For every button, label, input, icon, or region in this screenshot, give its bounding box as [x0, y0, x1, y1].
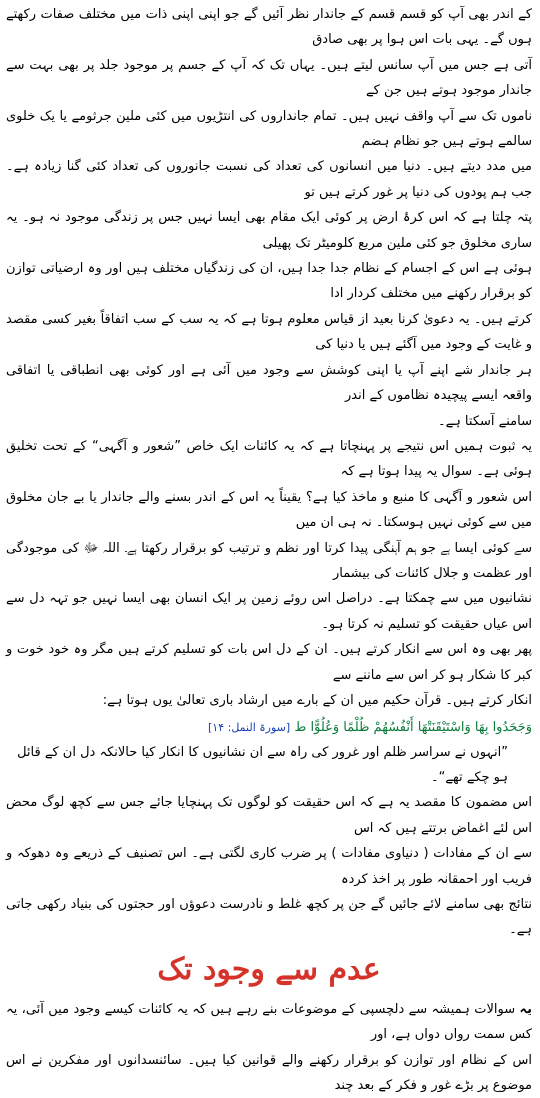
text-line: سامنے آسکتا ہے۔ — [437, 413, 532, 429]
text-line — [6, 997, 532, 1048]
text-line: یہ ثبوت ہمیں اس نتیجے پر پہنچاتا ہے کہ یہ کائنات ایک خاص ”شعور و آگہی“ کے تحت تخلیق ہوئی ہے۔ سوال یہ پیدا ہوتا ہے کہ — [6, 438, 532, 480]
text-line: ناموں تک سے آپ واقف نہیں ہیں۔ تمام جانداروں کی انتڑیوں میں کئی ملین جرثومے یا یک خلوی سالمے ہوتے ہیں جو نظام ہضم — [6, 108, 532, 150]
text-line: نتائج بھی سامنے لائے جائیں گے جن پر کچھ غلط و نادرست دعوؤں اور حجتوں کی بنیاد رکھی جاتی ہے۔ — [6, 897, 532, 938]
text-line: نشانیوں میں سے چمکتا ہے۔ دراصل اس روئے زمین پر ایک انسان بھی ایسا نہیں جو تہہ دل سے اس عیاں حقیقت کو تسلیم نہ کرتا ہو۔ — [6, 591, 532, 632]
text-line: ہوئی ہے اس کے اجسام کے نظام جدا جدا ہیں، ان کی زندگیاں مختلف ہیں اور وہ ارضیاتی توازن کو برقرار رکھنے میں مختلف کردار ادا — [6, 261, 532, 302]
verse-arabic-text: وَجَحَدُوا بِهَا وَاسْتَيْقَنَتْهَا أَنْفُسُهُمْ ظُلْمًا وَعُلُوًّا ط — [294, 720, 532, 736]
verse-reference: [سورۃ النمل: ۱۴] — [208, 721, 291, 735]
verse-translation: ”انہوں نے سراسر ظلم اور غرور کی راہ سے ان نشانیوں کا انکار کیا حالانکہ دل ان کے قائل ہو چکے تھے“۔ — [17, 745, 508, 786]
text-line: ہر جاندار شے اپنے آپ یا اپنی کوشش سے وجود میں آئی ہے اور کوئی بھی انطباقی یا اتفاقی واقعہ ایسے پیچیدہ نظاموں کے اندر — [6, 362, 532, 404]
text-line: کے اندر بھی آپ کو قسم قسم کے جاندار نظر آئیں گے جو اپنی اپنی ذات میں مختلف صفات رکھتے ہوں گے۔ یہی بات اس ہوا پر بھی صادق — [6, 7, 532, 48]
quran-verse — [6, 715, 532, 740]
paragraph-2 — [6, 434, 532, 713]
paragraph-1 — [6, 2, 532, 434]
text-line: پھر بھی وہ اس سے انکار کرتے ہیں۔ ان کے دل اس بات کو تسلیم کرتے ہیں مگر وہ خود خوت و کبر کا شکار ہو کر اس سے ماننے سے — [6, 642, 532, 683]
text-line: آتی ہے جس میں آپ سانس لیتے ہیں۔ یہاں تک کہ آپ کے جسم پر موجود جلد پر بھی بہت سے جاندار موجود ہوتے ہیں جن کے — [6, 57, 532, 99]
text-line: اس شعور و آگہی کا منبع و ماخذ کیا ہے؟ یقیناً یہ اس کے اندر بسنے والے جاندار یا بے جان مخلوق میں سے کوئی نہیں ہوسکتا۔ نہ ہی ان میں — [6, 489, 532, 531]
text-line: سے ان کے مفادات ( دنیاوی مفادات ) پر ضرب کاری لگتی ہے۔ اس تصنیف کے ذریعے وہ دھوکہ و فریب اور احمقانہ طور پر اخذ کردہ — [6, 846, 532, 887]
text-line: اس کے نظام اور توازن کو برقرار رکھنے والے قوانین کیا ہیں۔ سائنسدانوں اور مفکرین نے اس موضوع پر بڑے غور و فکر کے بعد چند — [6, 1052, 532, 1094]
text-line: اس مضمون کا مقصد یہ ہے کہ اس حقیقت کو لوگوں تک پہنچایا جائے جس سے کچھ لوگ محض اس لئے اغماض برتتے ہیں کہ اس — [6, 795, 532, 836]
text-line: سے کوئی ایسا ہے جو ہم آہنگی پیدا کرتا اور نظم و ترتیب کو برقرار رکھتا ہے۔ اللہ ﷻ کی موجودگی اور عظمت و جلال کائنات کی بیشمار — [6, 540, 532, 581]
section-heading: عدم سے وجود تک — [157, 951, 381, 987]
text-line-rest: سوالات ہمیشہ سے دلچسپی کے موضوعات بنے رہے ہیں کہ یہ کائنات کیسے وجود میں آئی، یہ کس سمت رواں دواں ہے، اور — [6, 1001, 532, 1043]
lead-word: یہ — [519, 1001, 532, 1017]
text-line: کرتے ہیں۔ یہ دعویٰ کرنا بعید از قیاس معلوم ہوتا ہے کہ یہ سب کے سب اتفاقاً بغیر کسی مقصد و غایت کے وجود میں آگئے ہیں یا دنیا کی — [6, 311, 532, 353]
text-line: پتہ چلتا ہے کہ اس کرۂ ارض پر کوئی ایک مقام بھی ایسا نہیں جس پر زندگی موجود نہ ہو۔ یہ ساری مخلوق جو کئی ملین مربع کلومیٹر تک پھیلی — [6, 210, 532, 251]
text-line: میں مدد دیتے ہیں۔ دنیا میں انسانوں کی تعداد کی نسبت جانوروں کی تعداد کئی گنا زیادہ ہے۔ جب ہم پودوں کی دنیا پر غور کرتے ہیں تو — [6, 159, 532, 200]
paragraph-4 — [6, 997, 532, 1098]
text-line: انکار کرتے ہیں۔ قرآن حکیم میں ان کے بارے میں ارشاد باری تعالیٰ یوں ہوتا ہے: — [102, 692, 532, 708]
paragraph-3 — [6, 790, 532, 942]
